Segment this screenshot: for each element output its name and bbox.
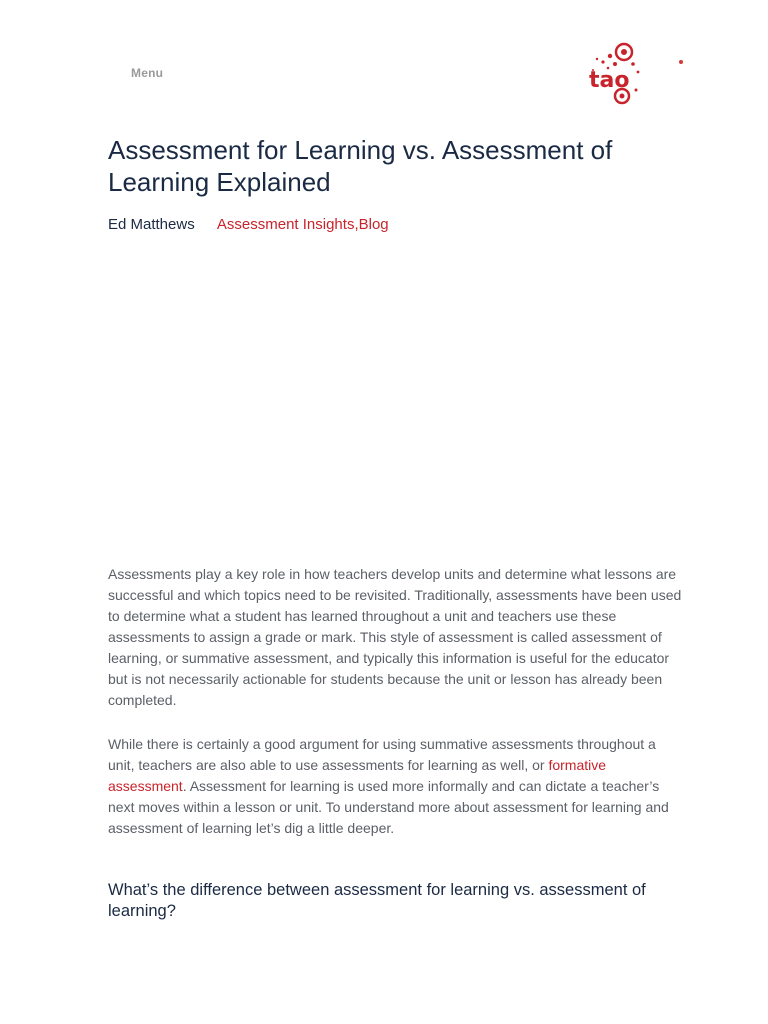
svg-text:tao: tao [589, 68, 630, 93]
page-title: Assessment for Learning vs. Assessment of Learning Explained [108, 135, 613, 197]
tao-logo [586, 42, 646, 106]
menu-button[interactable]: Menu [131, 66, 164, 80]
article-paragraph [108, 734, 686, 839]
site-header [0, 0, 768, 120]
formative-assessment-link[interactable]: formative assessment [108, 757, 607, 794]
header-dot-icon [679, 60, 683, 64]
category-list [217, 216, 389, 233]
paragraph-text: . Assessment for learning is used more informally and can dictate a teacher’s next moves within a lesson or unit. To understand more about assessment for learning and assessment of learning let’s dig a little deeper. [108, 778, 669, 836]
category-link-assessment-insights[interactable]: Assessment Insights [216, 216, 355, 233]
category-separator: , [354, 216, 359, 233]
section-heading: What’s the difference between assessment for learning vs. assessment of learning? [108, 881, 646, 920]
paragraph-text: While there is certainly a good argument for using summative assessments throughout a unit, teachers are also able to use assessments for learning as well, or [108, 736, 656, 773]
article-paragraph: Assessments play a key role in how teachers develop units and determine what lessons are successful and which topics need to be revisited. Traditionally, assessments have been used to determine what a student has learned throughout a unit and teachers use these assessments to assign a grade or mark. This style of assessment is called assessment of learning, or summative assessment, and typically this information is useful for the educator but is not necessarily actionable for students because the unit or lesson has already been completed. [108, 566, 682, 708]
featured-media-area [108, 260, 684, 550]
author-name: Ed Matthews [108, 216, 195, 233]
article-meta [108, 214, 389, 236]
category-link-blog[interactable]: Blog [358, 216, 389, 233]
